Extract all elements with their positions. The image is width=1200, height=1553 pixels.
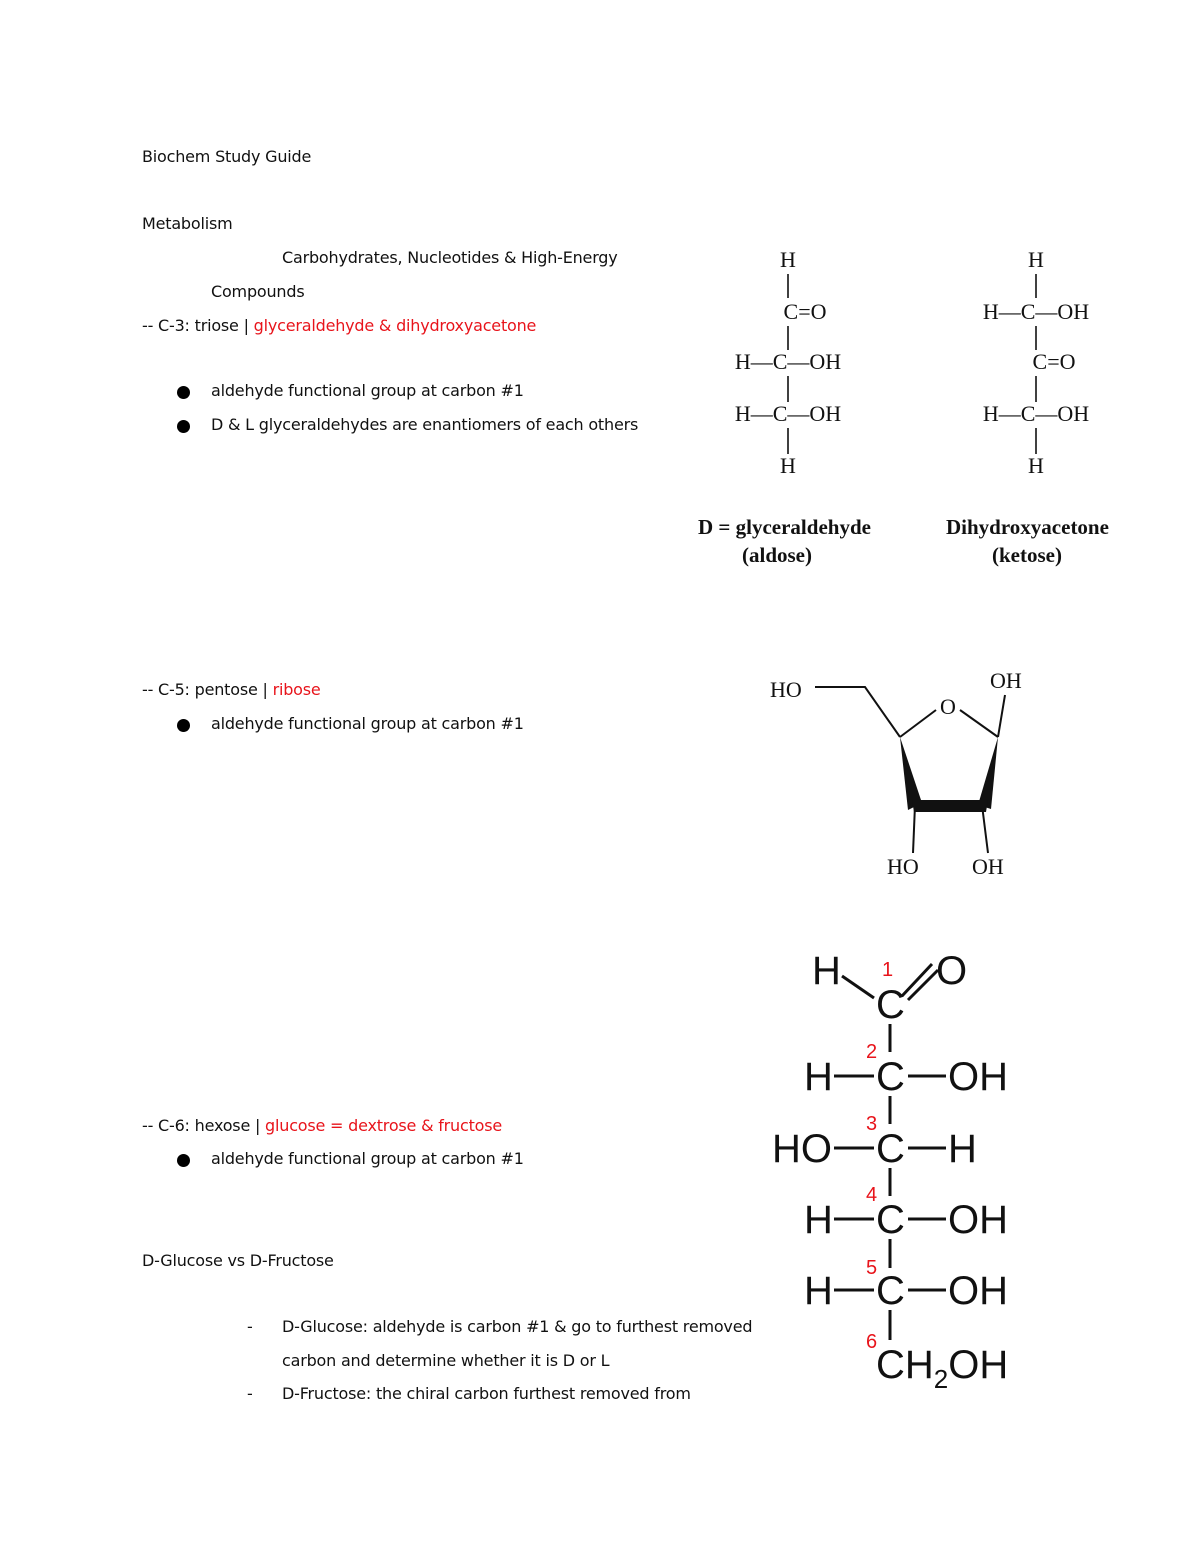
bullet-icon xyxy=(177,420,190,433)
comparison-item-1-line-1: D-Glucose: aldehyde is carbon #1 & go to furthest removed xyxy=(282,1317,753,1336)
ribose-ho-bottom: HO xyxy=(887,854,919,879)
dihydroxyacetone-c2: C=O xyxy=(1032,349,1076,374)
glucose-row-3-right: H xyxy=(948,1127,977,1171)
c6-prefix: -- C-6: hexose | xyxy=(142,1116,266,1135)
glyceraldehyde-name: D = glyceraldehyde xyxy=(698,515,871,539)
glucose-top-h: H xyxy=(812,949,841,993)
glyceraldehyde-type: (aldose) xyxy=(742,543,812,567)
carbon-number-1: 1 xyxy=(882,959,894,981)
c3-bullet-1: aldehyde functional group at carbon #1 xyxy=(211,381,524,400)
dihydroxyacetone-top-h: H xyxy=(1028,247,1044,272)
glyceraldehyde-row-2: H—C—OH xyxy=(734,349,842,374)
c3-bullet-2: D & L glyceraldehydes are enantiomers of each others xyxy=(211,415,639,434)
dihydroxyacetone-bottom-h: H xyxy=(1028,453,1044,478)
ribose-structure-figure xyxy=(760,665,1060,885)
ribose-ho-top: HO xyxy=(770,677,802,702)
glucose-c1: C xyxy=(876,983,905,1027)
comparison-dash-1: - xyxy=(247,1317,253,1336)
carbon-number-4: 4 xyxy=(866,1184,878,1206)
subtitle-line-2: Compounds xyxy=(211,282,305,301)
glyceraldehyde-bottom-h: H xyxy=(780,453,796,478)
glucose-row-4-left: H xyxy=(804,1198,833,1242)
glucose-row-2-right: OH xyxy=(948,1055,1008,1099)
c5-prefix: -- C-5: pentose | xyxy=(142,680,273,699)
glucose-row-4-right: OH xyxy=(948,1198,1008,1242)
glucose-ch: CH xyxy=(876,1343,934,1387)
glucose-c6-group xyxy=(876,1343,1008,1394)
section-heading: Metabolism xyxy=(142,214,233,233)
glucose-row-2-left: H xyxy=(804,1055,833,1099)
glucose-fischer-figure xyxy=(772,940,1070,1400)
comparison-heading: D-Glucose vs D-Fructose xyxy=(142,1251,334,1270)
glucose-row-3-left: HO xyxy=(772,1127,832,1171)
c5-highlight: ribose xyxy=(272,680,321,699)
glucose-top-o: O xyxy=(936,949,968,993)
glyceraldehyde-c1: C=O xyxy=(783,299,827,324)
ribose-oh-top: OH xyxy=(990,668,1022,693)
glucose-c3: C xyxy=(876,1127,905,1171)
ribose-oh-bottom: OH xyxy=(972,854,1004,879)
glucose-sub-2: 2 xyxy=(933,1364,949,1394)
glucose-row-5-left: H xyxy=(804,1269,833,1313)
glucose-c4: C xyxy=(876,1198,905,1242)
c6-bullet-1: aldehyde functional group at carbon #1 xyxy=(211,1149,524,1168)
carbon-number-3: 3 xyxy=(866,1113,878,1135)
glucose-c5: C xyxy=(876,1269,905,1313)
c3-prefix: -- C-3: triose | xyxy=(142,316,254,335)
carbon-number-5: 5 xyxy=(866,1257,878,1279)
c5-line xyxy=(142,680,321,700)
comparison-item-2-line-1: D-Fructose: the chiral carbon furthest removed from xyxy=(282,1384,691,1403)
c5-bullet-1: aldehyde functional group at carbon #1 xyxy=(211,714,524,733)
subtitle-line-1: Carbohydrates, Nucleotides & High-Energy xyxy=(282,248,618,267)
c6-highlight: glucose = dextrose & fructose xyxy=(265,1116,503,1135)
c3-line xyxy=(142,316,536,336)
ribose-wedge-bonds xyxy=(900,737,998,812)
bullet-icon xyxy=(177,386,190,399)
c6-line xyxy=(142,1116,502,1136)
glyceraldehyde-row-3: H—C—OH xyxy=(734,401,842,426)
dihydroxyacetone-row-3: H—C—OH xyxy=(982,401,1090,426)
dihydroxyacetone-row-1: H—C—OH xyxy=(982,299,1090,324)
comparison-item-1-line-2: carbon and determine whether it is D or L xyxy=(282,1351,610,1370)
bullet-icon xyxy=(177,719,190,732)
document-title: Biochem Study Guide xyxy=(142,147,312,166)
glyceraldehyde-top-h: H xyxy=(780,247,796,272)
c3-highlight: glyceraldehyde & dihydroxyacetone xyxy=(253,316,537,335)
glucose-oh: OH xyxy=(948,1343,1009,1387)
ribose-ring-oxygen: O xyxy=(940,694,956,719)
triose-structures-figure xyxy=(690,240,1150,580)
carbon-number-2: 2 xyxy=(866,1041,878,1063)
glucose-row-5-right: OH xyxy=(948,1269,1008,1313)
dihydroxyacetone-type: (ketose) xyxy=(992,543,1062,567)
bullet-icon xyxy=(177,1154,190,1167)
carbon-number-6: 6 xyxy=(866,1331,878,1353)
dihydroxyacetone-name: Dihydroxyacetone xyxy=(946,515,1109,539)
comparison-dash-2: - xyxy=(247,1384,253,1403)
glucose-c2: C xyxy=(876,1055,905,1099)
